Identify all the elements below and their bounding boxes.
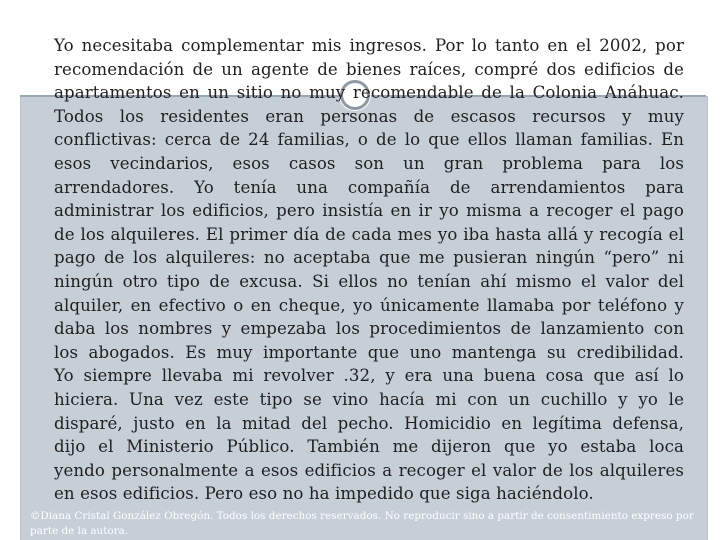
paragraph-line: ningún otro tipo de excusa. Si ellos no tenían ahí mismo el valor del xyxy=(54,271,684,291)
paragraph-line: esos vecindarios, esos casos son un gran problema para los xyxy=(54,153,684,173)
paragraph-line: dijo el Ministerio Público. También me dijeron que yo estaba loca xyxy=(54,437,684,457)
paragraph-line: pago de los alquileres: no aceptaba que me pusieran ningún “pero” ni xyxy=(54,248,684,268)
copyright-footer: ©Diana Cristal González Obregón. Todos los derechos reservados. No reproducir sino a partir de consentimiento expreso por parte de la autora. xyxy=(30,510,694,537)
paragraph-line: en esos edificios. Pero eso no ha impedido que siga haciéndolo. xyxy=(54,484,594,504)
paragraph-line: yendo personalmente a esos edificios a recoger el valor de los alquileres xyxy=(54,460,684,480)
paragraph-line: administrar los edificios, pero insistía en ir yo misma a recoger el pago xyxy=(54,201,684,221)
paragraph-line: conflictivas: cerca de 24 familias, o de lo que ellos llaman familias. En xyxy=(54,130,684,150)
paragraph-line: recomendación de un agente de bienes raíces, compré dos edificios de xyxy=(54,59,684,79)
paragraph-line: Todos los residentes eran personas de escasos recursos y muy xyxy=(54,106,684,126)
paragraph-line: los abogados. Es muy importante que uno mantenga su credibilidad. xyxy=(54,342,684,362)
paragraph-line: daba los nombres y empezaba los procedimientos de lanzamiento con xyxy=(54,319,684,339)
paragraph-line: Yo necesitaba complementar mis ingresos. Por lo tanto en el 2002, por xyxy=(54,36,684,55)
paragraph-line: disparé, justo en la mitad del pecho. Homicidio en legítima defensa, xyxy=(54,413,684,433)
paragraph-line: de los alquileres. El primer día de cada mes yo iba hasta allá y recogía el xyxy=(54,224,684,244)
paragraph-line: alquiler, en efectivo o en cheque, yo únicamente llamaba por teléfono y xyxy=(54,295,684,315)
body-paragraph xyxy=(54,34,684,506)
paragraph-line: arrendadores. Yo tenía una compañía de arrendamientos para xyxy=(54,177,684,197)
paragraph-line: hiciera. Una vez este tipo se vino hacía mi con un cuchillo y yo le xyxy=(54,389,684,409)
paragraph-line: apartamentos en un sitio no muy recomendable de la Colonia Anáhuac. xyxy=(54,83,684,103)
paragraph-line: Yo siempre llevaba mi revolver .32, y era una buena cosa que así lo xyxy=(54,366,684,386)
